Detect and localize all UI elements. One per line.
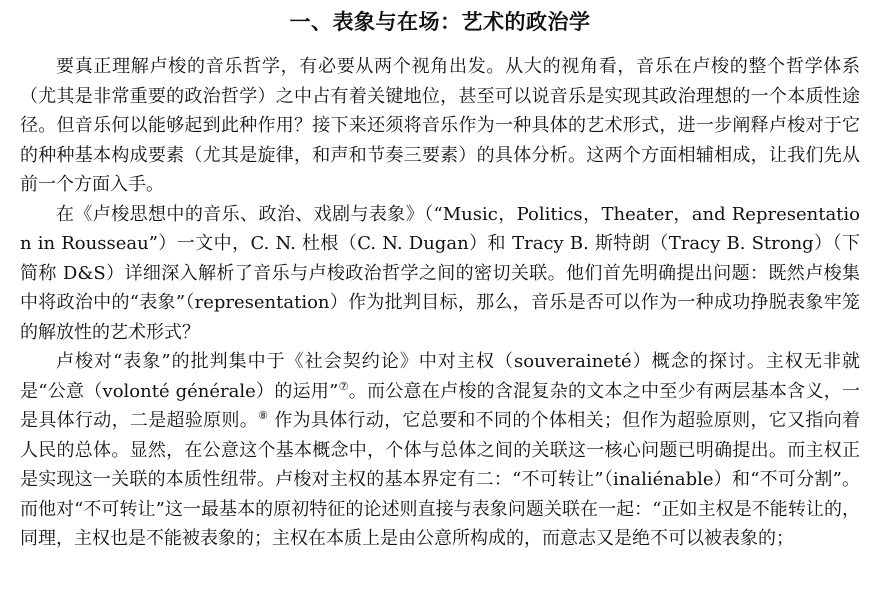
paragraph-3-text-c: 作为具体行动，它总要和不同的个体相关；但作为超验原则，它又指向着人民的总体。显然，在公意这个基本概念中，个体与总体之间的关联这一核心问题已明确提出。而主权正是实现这一关联的本质性纽带。卢梭对主权的基本界定有二：“不可转让”（inaliénable）和“不可分割”。而他对“不可转让”这一最基本的原初特征的论述则直接与表象问题关联在一起：“正如主权是不能转让的，同理，主权也是不能被表象的；主权在本质上是由公意所构成的，而意志又是绝不可以被表象的； — [20, 410, 861, 549]
footnote-marker-7[interactable]: ⑦ — [338, 379, 349, 393]
paragraph-2-text: 在《卢梭思想中的音乐、政治、戏剧与表象》（“Music，Politics，Theater，and Representation in Rousseau”）一文中，C. N. 杜根（C. N. Dugan）和 Tracy B. 斯特朗（Tracy B. Strong）（下简称 D&S）详细深入解析了音乐与卢梭政治哲学之间的密切关联。他们首先明确提出问题：既然卢梭集中将政治中的“表象”（representation）作为批判目标，那么，音乐是否可以作为一种成功挣脱表象牢笼的解放性的艺术形式？ — [20, 203, 860, 343]
section-title: 一、表象与在场：艺术的政治学 — [289, 10, 591, 34]
paragraph-1 — [20, 52, 860, 200]
footnote-marker-8[interactable]: ⑧ — [258, 409, 269, 422]
paragraph-3-text-b: 。而公意在卢梭的含混复杂的文本之中至少有两层基本含义，一是具体行动，二是超验原则。 — [20, 380, 860, 431]
paragraph-3 — [20, 347, 860, 554]
paragraph-2 — [20, 200, 860, 348]
paragraph-1-text: 要真正理解卢梭的音乐哲学，有必要从两个视角出发。从大的视角看，音乐在卢梭的整个哲学体系（尤其是非常重要的政治哲学）之中占有着关键地位，甚至可以说音乐是实现其政治理想的一个本质性途径。但音乐何以能够起到此种作用？接下来还须将音乐作为一种具体的艺术形式，进一步阐释卢梭对于它的种种基本构成要素（尤其是旋律，和声和节奏三要素）的具体分析。这两个方面相辅相成，让我们先从前一个方面入手。 — [20, 56, 860, 195]
paragraph-3-text-a: 卢梭对“表象”的批判集中于《社会契约论》中对主权（souveraineté）概念的探讨。主权无非就是“公意（volonté générale）的运用” — [20, 351, 860, 402]
